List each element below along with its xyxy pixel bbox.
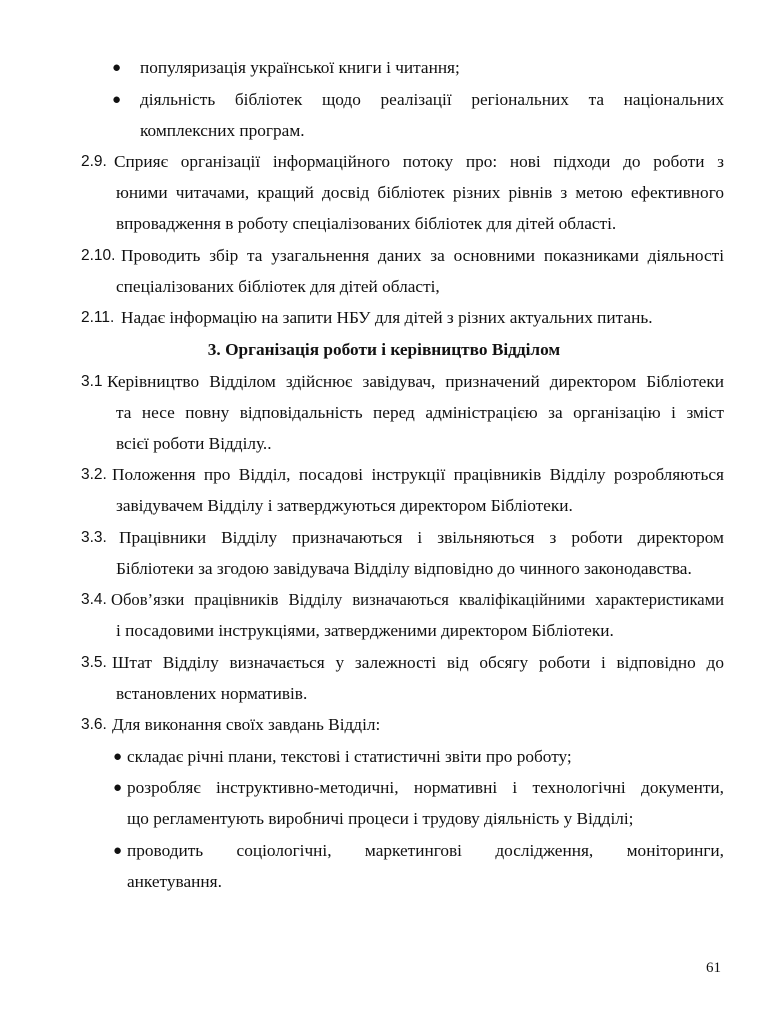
item-text: Бібліотеки за згодою завідувача Відділу відповідно до чинного законодавства. — [116, 559, 692, 578]
item-text: юними читачами, кращий досвід бібліотек різних рівнів з метою ефективного — [116, 183, 724, 202]
bullet-text: складає річні плани, текстові і статистичні звіти про роботу; — [127, 747, 572, 766]
bullet-text: комплексних програм. — [140, 121, 305, 140]
item-number: 2.9. — [81, 153, 107, 170]
item-number: 3.2. — [81, 466, 107, 483]
bullet-marker: ● — [112, 60, 122, 76]
bullet-text: що регламентують виробничі процеси і трудову діяльність у Відділі; — [127, 809, 634, 828]
section-heading: 3. Організація роботи і керівництво Відділом — [207, 340, 561, 359]
item-text: Обов’язки працівників Відділу визначаються кваліфікаційними характеристиками — [111, 590, 724, 609]
item-text: Положення про Відділ, посадові інструкції працівників Відділу розробляються — [112, 465, 724, 484]
item-text: Сприяє організації інформаційного потоку про: нові підходи до роботи з — [114, 152, 724, 171]
item-number: 2.10. — [81, 247, 116, 264]
item-text: всієї роботи Відділу.. — [116, 434, 272, 453]
bullet-marker: ● — [113, 843, 123, 859]
bullet-text: популяризація української книги і читання; — [140, 58, 460, 77]
page-number: 61 — [706, 960, 721, 976]
bullet-text: проводить соціологічні, маркетингові дослідження, моніторинги, — [127, 841, 724, 860]
item-number: 3.5. — [81, 654, 107, 671]
item-number: 3.3. — [81, 529, 107, 546]
bullet-text: розробляє інструктивно-методичні, нормативні і технологічні документи, — [127, 778, 724, 797]
bullet-marker: ● — [113, 780, 123, 796]
item-text: Штат Відділу визначається у залежності від обсягу роботи і відповідно до — [112, 653, 724, 672]
item-text: завідувачем Відділу і затверджуються директором Бібліотеки. — [116, 496, 573, 515]
item-text: встановлених нормативів. — [116, 684, 308, 703]
item-number: 2.11. — [81, 309, 115, 326]
item-text: та несе повну відповідальність перед адміністрацією за організацію і зміст — [116, 403, 724, 422]
item-text: впровадження в роботу спеціалізованих бібліотек для дітей області. — [116, 214, 617, 233]
bullet-marker: ● — [113, 749, 123, 765]
item-text: Працівники Відділу призначаються і звільняються з роботи директором — [119, 528, 724, 547]
bullet-marker: ● — [112, 92, 122, 108]
item-text: Для виконання своїх завдань Відділ: — [112, 715, 381, 734]
item-text: Надає інформацію на запити НБУ для дітей з різних актуальних питань. — [121, 308, 653, 327]
item-text: Проводить збір та узагальнення даних за основними показниками діяльності — [121, 246, 724, 265]
item-text: і посадовими інструкціями, затвердженими директором Бібліотеки. — [116, 621, 614, 640]
item-number: 3.1 — [81, 373, 103, 390]
item-text: спеціалізованих бібліотек для дітей області, — [116, 277, 440, 296]
item-number: 3.6. — [81, 716, 107, 733]
item-number: 3.4. — [81, 591, 107, 608]
bullet-text: анкетування. — [127, 872, 222, 891]
bullet-text: діяльність бібліотек щодо реалізації регіональних та національних — [140, 90, 724, 109]
item-text: Керівництво Відділом здійснює завідувач, призначений директором Бібліотеки — [107, 372, 724, 391]
